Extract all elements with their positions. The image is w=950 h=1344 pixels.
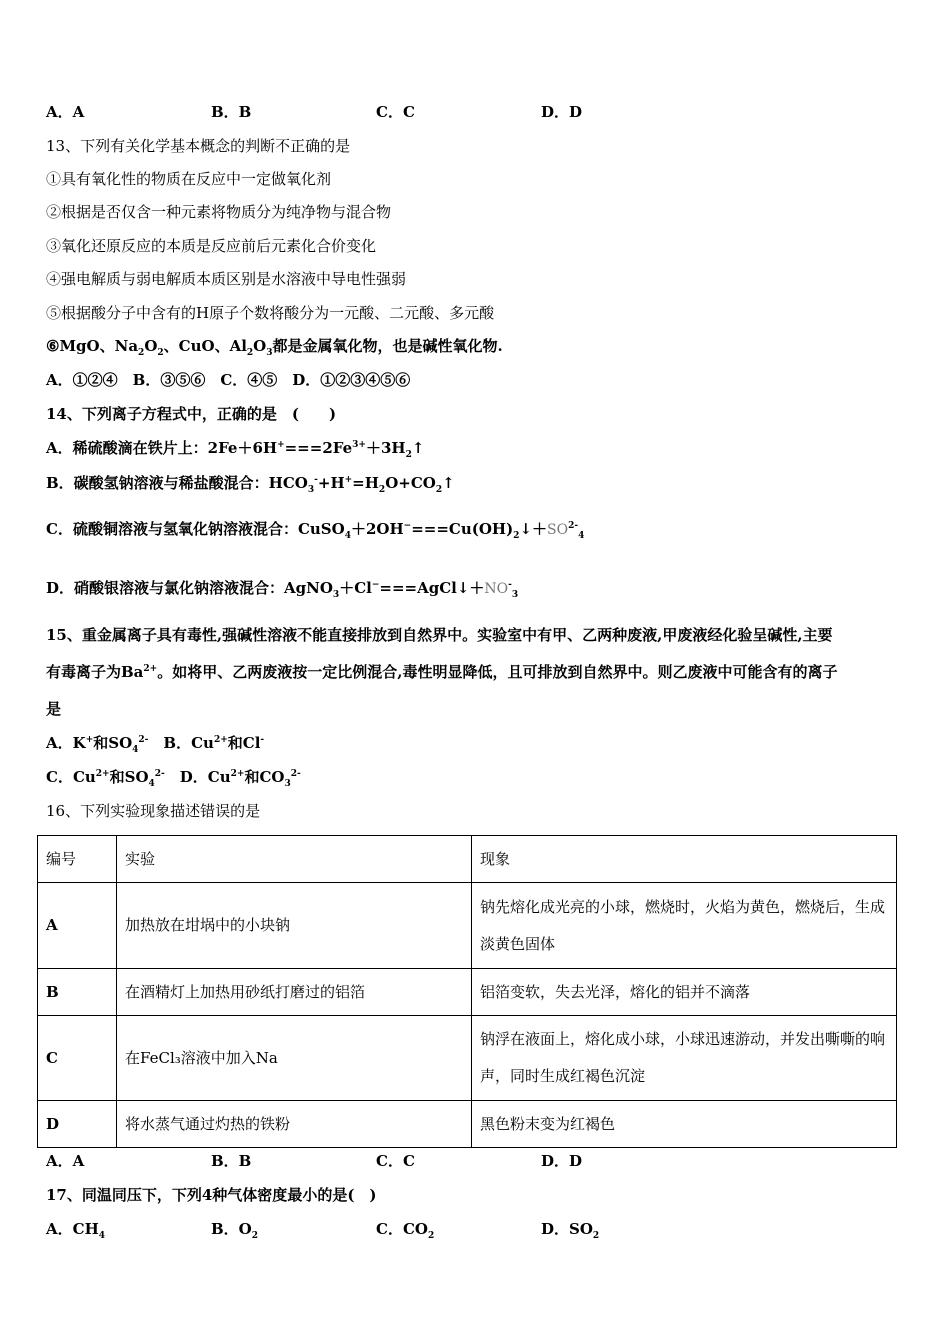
text-segment: ③氧化还原反应的本质是反应前后元素化合价变化 xyxy=(46,237,377,255)
q14-option-b xyxy=(46,473,455,493)
text-segment: 、CuO、Al xyxy=(163,337,247,355)
superscript: - xyxy=(314,475,318,485)
q13-item-1 xyxy=(46,169,331,189)
text-segment: ④强电解质与弱电解质本质区别是水溶液中导电性强弱 xyxy=(46,270,407,288)
superscript: − xyxy=(403,521,412,531)
subscript: 3 xyxy=(332,590,340,600)
superscript: - xyxy=(508,580,512,590)
text-segment: 15、重金属离子具有毒性,强碱性溶液不能直接排放到自然界中。实验室中有甲、乙两种废液,甲废液经化验呈碱性,主要 xyxy=(46,626,833,644)
text-segment: O xyxy=(144,337,158,355)
text-segment: ===AgCl↓＋ xyxy=(379,579,485,597)
text-segment: B．碳酸氢钠溶液与稀盐酸混合：HCO xyxy=(46,474,308,492)
q13-item-6 xyxy=(46,336,503,356)
superscript: 2- xyxy=(290,769,301,779)
superscript: 2- xyxy=(138,735,149,745)
superscript: 2+ xyxy=(143,664,158,674)
row-experiment: 加热放在坩埚中的小块钠 xyxy=(117,883,472,969)
superscript: − xyxy=(371,580,380,590)
q16-table xyxy=(37,835,897,1148)
header-experiment: 实验 xyxy=(117,836,472,883)
superscript: + xyxy=(277,440,285,450)
table-row xyxy=(38,969,897,1016)
text-segment: ===2Fe xyxy=(284,439,353,457)
subscript: 2 xyxy=(592,1231,600,1241)
row-phenomenon: 铝箔变软，失去光泽，熔化的铝并不滴落 xyxy=(472,969,897,1016)
q16-stem xyxy=(46,801,260,821)
text-segment: =H xyxy=(352,474,379,492)
subscript: 3 xyxy=(284,779,291,789)
text-segment: D．硝酸银溶液与氯化钠溶液混合：AgNO xyxy=(46,579,333,597)
subscript: 2 xyxy=(251,1231,259,1241)
text-segment: 是 xyxy=(46,700,62,718)
text-segment: 14、下列离子方程式中，正确的是 ( ) xyxy=(46,405,337,423)
row-phenomenon: 钠浮在液面上，熔化成小球，小球迅速游动，并发出嘶嘶的响声，同时生成红褐色沉淀 xyxy=(472,1016,897,1101)
q12-option-a: A．A xyxy=(46,103,85,121)
text-segment: A．K xyxy=(46,734,86,752)
q16-option-b: B．B xyxy=(211,1152,252,1170)
table-row xyxy=(38,1101,897,1148)
row-phenomenon: 黑色粉末变为红褐色 xyxy=(472,1101,897,1148)
q17-option-a xyxy=(46,1219,105,1239)
subscript: 2 xyxy=(427,1231,435,1241)
superscript: + xyxy=(85,735,94,745)
q13-item-3 xyxy=(46,236,376,256)
table-row xyxy=(38,1016,897,1101)
text-segment: A．稀硫酸滴在铁片上：2Fe＋6H xyxy=(46,439,278,457)
text-segment: 都是金属氧化物，也是碱性氧化物. xyxy=(272,337,503,355)
subscript: 2 xyxy=(435,485,443,495)
text-segment: B．Cu xyxy=(148,734,214,752)
ion-formula: NO xyxy=(484,581,509,597)
header-id: 编号 xyxy=(38,836,117,883)
row-id: C xyxy=(38,1016,117,1101)
subscript: 2 xyxy=(405,450,412,460)
q12-option-b: B．B xyxy=(211,103,252,121)
subscript: 2 xyxy=(513,531,520,541)
text-segment: O xyxy=(253,337,267,355)
subscript: 3 xyxy=(511,590,519,600)
text-segment: ①具有氧化性的物质在反应中一定做氧化剂 xyxy=(46,170,332,188)
text-segment: 和CO xyxy=(244,768,285,786)
text-segment: 16、下列实验现象描述错误的是 xyxy=(46,802,261,820)
row-experiment: 在酒精灯上加热用砂纸打磨过的铝箔 xyxy=(117,969,472,1016)
q14-option-d xyxy=(46,578,518,599)
text-segment: A．CH xyxy=(46,1220,99,1238)
text-segment: C．CO xyxy=(376,1220,428,1238)
q17-option-b xyxy=(211,1219,258,1239)
q12-option-c: C．C xyxy=(376,103,415,121)
q12-option-d: D．D xyxy=(541,103,583,121)
text-segment: C．硫酸铜溶液与氢氧化钠溶液混合：CuSO xyxy=(46,520,345,538)
subscript: 4 xyxy=(344,531,351,541)
q13-item-5 xyxy=(46,303,494,323)
text-segment: 和Cl xyxy=(227,734,261,752)
superscript: 3+ xyxy=(352,440,366,450)
text-segment: ②根据是否仅含一种元素将物质分为纯净物与混合物 xyxy=(46,203,392,221)
text-segment: D．SO xyxy=(541,1220,593,1238)
superscript: + xyxy=(344,475,353,485)
text-segment: 和SO xyxy=(109,768,149,786)
header-phenomenon: 现象 xyxy=(472,836,897,883)
q15-stem-line2 xyxy=(46,662,837,682)
q16-option-d: D．D xyxy=(541,1152,583,1170)
text-segment: ⑥MgO、Na xyxy=(46,337,139,355)
subscript: 4 xyxy=(148,779,155,789)
row-experiment: 将水蒸气通过灼热的铁粉 xyxy=(117,1101,472,1148)
q13-stem xyxy=(46,136,350,156)
q17-option-c xyxy=(376,1219,434,1239)
text-segment: ＋2OH xyxy=(350,520,404,538)
text-segment: 有毒离子为Ba xyxy=(46,663,144,681)
text-segment: ↑ xyxy=(442,474,455,492)
subscript: 2 xyxy=(378,485,386,495)
q16-option-a: A．A xyxy=(46,1152,85,1170)
text-segment: 。如将甲、乙两废液按一定比例混合,毒性明显降低，且可排放到自然界中。则乙废液中可能含有的离子 xyxy=(157,663,838,681)
text-segment: ===Cu(OH) xyxy=(411,520,514,538)
text-segment: +H xyxy=(317,474,345,492)
subscript: 3 xyxy=(266,348,273,358)
text-segment: ＋Cl xyxy=(339,579,372,597)
q13-options xyxy=(46,370,410,390)
text-segment: ↓＋ xyxy=(519,520,548,538)
q14-option-c xyxy=(46,519,584,540)
superscript: 2+ xyxy=(95,769,110,779)
superscript: 2+ xyxy=(230,769,245,779)
row-id: B xyxy=(38,969,117,1016)
table-row xyxy=(38,883,897,969)
ion-formula: SO xyxy=(547,522,569,538)
subscript: 2 xyxy=(138,348,145,358)
text-segment: 13、下列有关化学基本概念的判断不正确的是 xyxy=(46,137,351,155)
q13-item-2 xyxy=(46,202,391,222)
row-id: A xyxy=(38,883,117,969)
subscript: 4 xyxy=(578,531,585,541)
row-experiment: 在FeCl₃溶液中加入Na xyxy=(117,1016,472,1101)
q15-stem-line3 xyxy=(46,699,61,719)
q15-options-ab xyxy=(46,733,264,753)
text-segment: 和SO xyxy=(93,734,133,752)
text-segment: ↑ xyxy=(411,439,425,457)
text-segment: O+CO xyxy=(385,474,436,492)
superscript: 2- xyxy=(154,769,165,779)
subscript: 2 xyxy=(157,348,164,358)
superscript: 2- xyxy=(568,521,579,531)
q17-stem xyxy=(46,1185,377,1205)
text-segment: 17、同温同压下，下列4种气体密度最小的是( ) xyxy=(46,1186,377,1204)
q13-item-4 xyxy=(46,269,406,289)
q17-option-d xyxy=(541,1219,599,1239)
row-id: D xyxy=(38,1101,117,1148)
q15-stem-line1 xyxy=(46,625,833,645)
text-segment: C．Cu xyxy=(46,768,96,786)
q16-option-c: C．C xyxy=(376,1152,415,1170)
subscript: 3 xyxy=(307,485,315,495)
text-segment: B．O xyxy=(211,1220,252,1238)
q14-stem xyxy=(46,404,336,424)
text-segment: ⑤根据酸分子中含有的H原子个数将酸分为一元酸、二元酸、多元酸 xyxy=(46,304,495,322)
subscript: 4 xyxy=(132,745,139,755)
text-segment: ＋3H xyxy=(365,439,406,457)
superscript: 2+ xyxy=(213,735,228,745)
q15-options-cd xyxy=(46,767,301,787)
table-header-row xyxy=(38,836,897,883)
text-segment: A．①②④ B．③⑤⑥ C．④⑤ D．①②③④⑤⑥ xyxy=(46,371,411,389)
q14-option-a xyxy=(46,438,424,458)
subscript: 2 xyxy=(246,348,254,358)
superscript: - xyxy=(260,735,265,745)
text-segment: D．Cu xyxy=(164,768,231,786)
row-phenomenon: 钠先熔化成光亮的小球，燃烧时，火焰为黄色，燃烧后，生成淡黄色固体 xyxy=(472,883,897,969)
subscript: 4 xyxy=(98,1231,106,1241)
